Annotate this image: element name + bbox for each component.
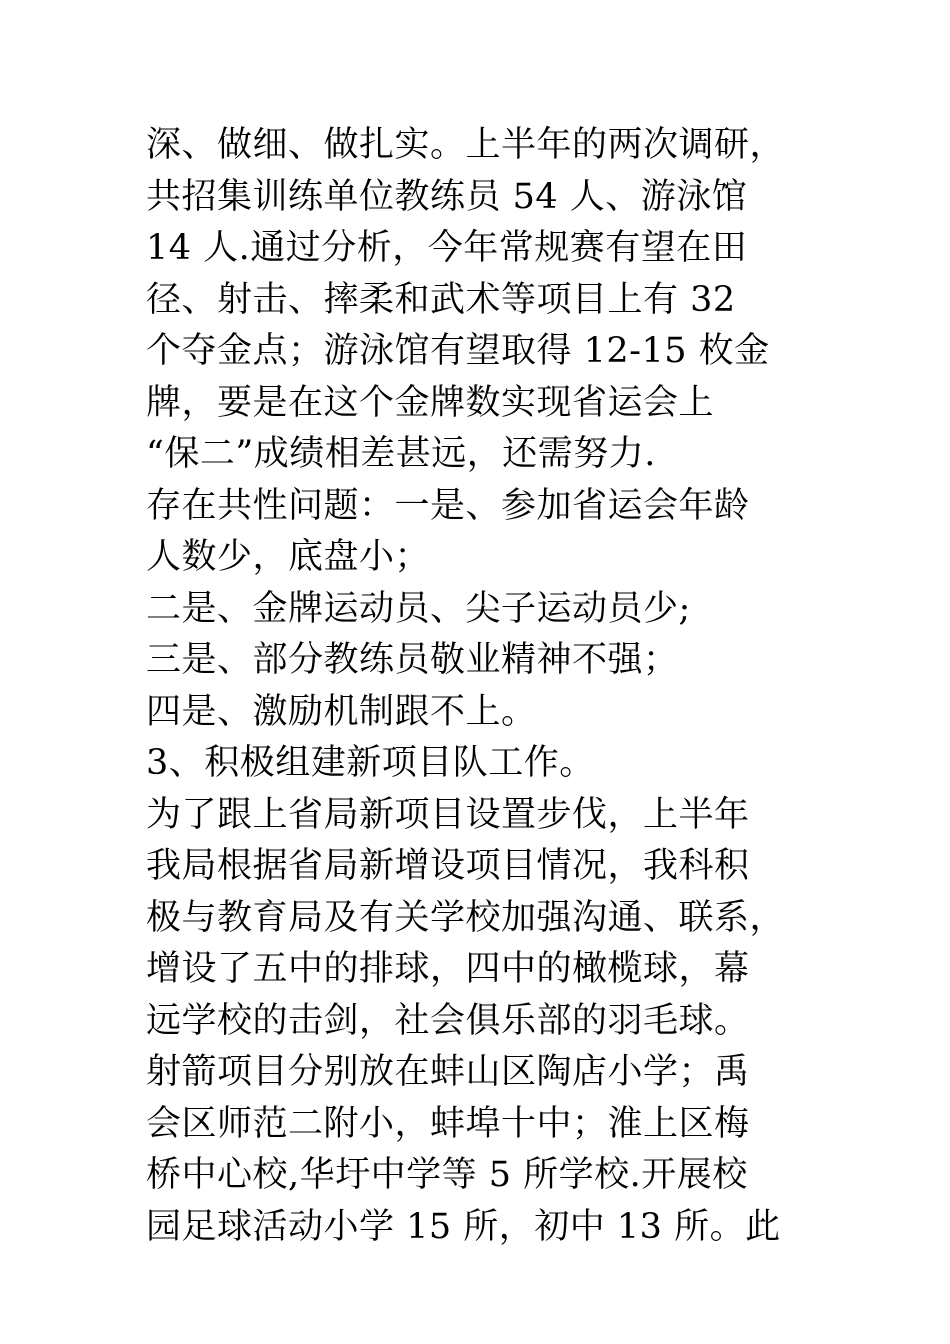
text-line: 径、射击、摔柔和武术等项目上有 32	[146, 279, 736, 320]
text-line: 增设了五中的排球，四中的橄榄球，幕	[146, 949, 750, 989]
text-line: 共招集训练单位教练员 54 人、游泳馆	[146, 176, 748, 217]
text-line: 牌，要是在这个金牌数实现省运会上	[146, 382, 715, 423]
text-line: 为了跟上省局新项目设置步伐，上半年	[146, 794, 750, 835]
text-line: 远学校的击剑，社会俱乐部的羽毛球。	[146, 1000, 750, 1041]
text-line: 园足球活动小学 15 所，初中 13 所。此	[146, 1206, 781, 1247]
text-line: 射箭项目分别放在蚌山区陶店小学；禹	[146, 1052, 750, 1092]
text-line: 个夺金点；游泳馆有望取得 12-15 枚金	[146, 331, 770, 371]
text-line: 四是、激励机制跟不上。	[146, 691, 537, 732]
text-line: 深、做细、做扎实。上半年的两次调研，	[146, 125, 786, 165]
text-line: 我局根据省局新增设项目情况，我科积	[146, 846, 750, 886]
section-heading: 3、积极组建新项目队工作。	[146, 743, 595, 783]
text-line: 人数少，底盘小；	[146, 537, 431, 577]
text-line: 存在共性问题：一是、参加省运会年龄	[146, 485, 750, 526]
text-line: “保二”成绩相差甚远，还需努力.	[146, 434, 656, 474]
text-line: 14 人.通过分析，今年常规赛有望在田	[146, 228, 748, 268]
document-text-body	[146, 120, 836, 1253]
text-line: 三是、部分教练员敬业精神不强；	[146, 640, 679, 680]
text-line: 桥中心校,华圩中学等 5 所学校.开展校	[146, 1155, 748, 1195]
text-line: 极与教育局及有关学校加强沟通、联系，	[146, 897, 786, 938]
text-line: 二是、金牌运动员、尖子运动员少;	[146, 588, 691, 629]
text-line: 会区师范二附小，蚌埠十中；淮上区梅	[146, 1103, 750, 1144]
